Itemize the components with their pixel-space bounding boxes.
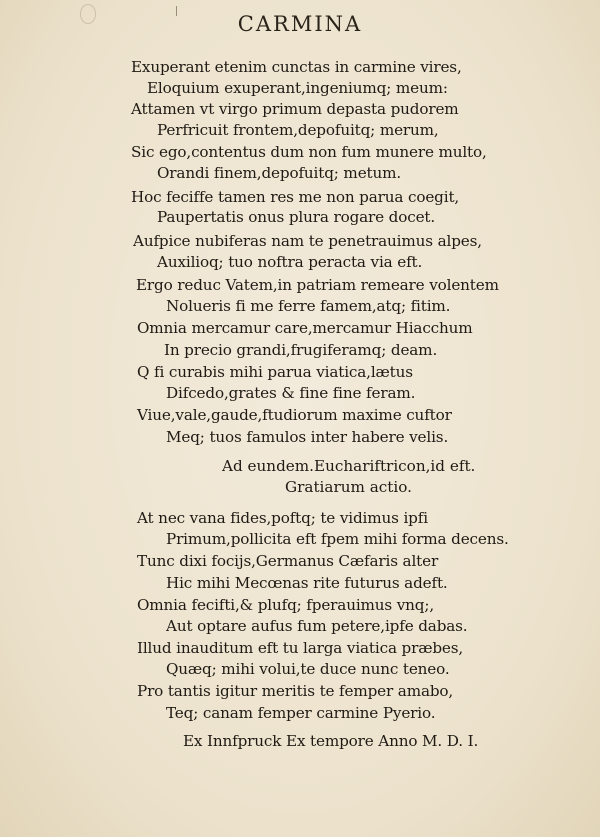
poem2-line: Quæq; mihi volui,te duce nunc teneo. [166,660,450,678]
poem1-line: Meq; tuos famulos inter habere velis. [166,428,449,446]
poem2-line: Tunc dixi focijs,Germanus Cæfaris alter [137,552,439,570]
poem2-line: Primum,pollicita eft fpem mihi forma decens. [166,530,509,548]
poem2-line: Omnia fecifti,& plufq; fperauimus vnq;, [137,596,435,614]
poem1-line: Viue,vale,gaude,ftudiorum maxime cuftor [137,406,452,424]
poem1-line: Nolueris fi me ferre famem,atq; fitim. [166,297,451,315]
poem1-line: In precio grandi,frugiferamq; deam. [164,341,438,359]
colophon: Ex Innfpruck Ex tempore Anno M. D. I. [183,732,479,750]
poem1-line: Q fi curabis mihi parua viatica,lætus [137,363,413,381]
poem1-line: Difcedo,grates & fine fine feram. [166,384,416,402]
poem1-line: Sic ego,contentus dum non fum munere multo, [131,143,487,161]
poem1-line: Hoc feciffe tamen res me non parua coegit, [131,188,460,206]
poem1-line: Paupertatis onus plura rogare docet. [157,208,436,226]
poem1-line: Omnia mercamur care,mercamur Hiacchum [137,319,473,337]
poem1-line: Aufpice nubiferas nam te penetrauimus alpes, [133,232,482,250]
poem1-line: Attamen vt virgo primum depasta pudorem [131,100,459,118]
poem1-line: Ergo reduc Vatem,in patriam remeare volentem [136,276,499,294]
running-header: CARMINA [237,12,363,36]
poem2-line: Hic mihi Mecœnas rite futurus adeft. [166,574,448,592]
section-title: Ad eundem.Euchariftricon,id eft. [222,457,476,475]
poem2-line: Aut optare aufus fum petere,ipfe dabas. [166,617,468,635]
poem2-line: Teq; canam femper carmine Pyerio. [166,704,436,722]
poem2-line: Illud inauditum eft tu larga viatica præbes, [137,639,464,657]
poem1-line: Perfricuit frontem,depofuitq; merum, [157,121,439,139]
poem1-line: Eloquium exuperant,ingeniumq; meum: [147,79,448,97]
poem2-line: Pro tantis igitur meritis te femper amabo, [137,682,454,700]
poem1-line: Exuperant etenim cunctas in carmine vires, [131,58,462,76]
poem1-line: Auxilioq; tuo noftra peracta via eft. [157,253,423,271]
poem2-line: At nec vana fides,poftq; te vidimus ipfi [137,509,428,527]
section-subtitle: Gratiarum actio. [285,478,412,496]
poem1-line: Orandi finem,depofuitq; metum. [157,164,402,182]
